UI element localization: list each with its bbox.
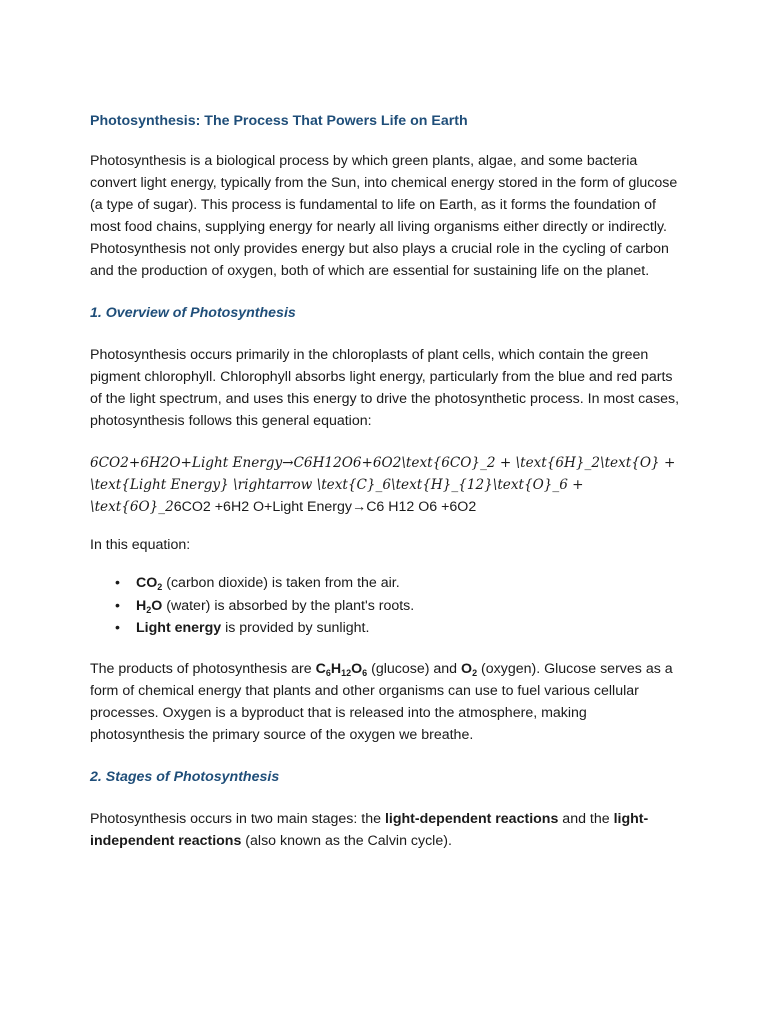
section-heading-overview: 1. Overview of Photosynthesis xyxy=(90,305,296,321)
glucose-formula: $C_6H_{12}O_6$ xyxy=(315,660,368,678)
products-paragraph: The products of photosynthesis are $C_6H_{12}O_6$ (glucose) and $O_2$ (oxygen). Glucose serves as a form of chemical energy that plants and other organisms can use to fuel various cellular processes. Oxygen is a byproduct that is released into the atmosphere, making photosynthesis the primary source of the oxygen we breathe. xyxy=(90,660,673,743)
h2o-term: $H_2O$ xyxy=(136,597,163,615)
stages-paragraph: Photosynthesis occurs in two main stages: the light-dependent reactions and the light-independent reactions (also known as the Calvin cycle). xyxy=(90,810,649,849)
photosynthesis-equation xyxy=(90,452,680,518)
oxygen-formula: $O_2$ xyxy=(461,660,478,678)
document-title: Photosynthesis: The Process That Powers Life on Earth xyxy=(90,113,468,129)
list-item: • $CO_2$ (carbon dioxide) is taken from the air. xyxy=(136,572,680,595)
list-item: • Light energy is provided by sunlight. xyxy=(136,617,680,640)
bullet-icon: • xyxy=(115,620,120,636)
equation-plain-text: 6CO2 +6H2 O+Light Energy→C6 H12 O6 +6O2 xyxy=(173,499,477,515)
equation-latex-text: 6CO2+6H2O+Light Energy→C6H12O6+6O2\text{6CO}_2 + \text{6H}_2\text{O} + \text{Light Energy} \rightarrow \text{C}_6\text{H}_{12}\text{O}_6 + \text{6O}_2 xyxy=(90,455,676,515)
bullet-icon: • xyxy=(115,597,120,614)
intro-paragraph: Photosynthesis is a biological process by which green plants, algae, and some bacteria convert light energy, typically from the Sun, into chemical energy stored in the form of glucose (a type of sugar). This process is fundamental to life on Earth, as it forms the foundation of most food chains, supplying energy for nearly all living organisms either directly or indirectly. Photosynthesis not only provides energy but also plays a crucial role in the cycling of carbon and the production of oxygen, both of which are essential for sustaining life on the planet. xyxy=(90,153,678,279)
light-energy-term: Light energy xyxy=(136,620,222,636)
list-item: • $H_2O$ (water) is absorbed by the plant's roots. xyxy=(136,595,680,618)
document-body xyxy=(90,110,680,872)
equation-bullet-list xyxy=(90,572,680,640)
overview-paragraph: Photosynthesis occurs primarily in the chloroplasts of plant cells, which contain the green pigment chlorophyll. Chlorophyll absorbs light energy, particularly from the blue and red parts of the light spectrum, and uses this energy to drive the photosynthetic process. In most cases, photosynthesis follows this general equation: xyxy=(90,347,680,429)
bullet-icon: • xyxy=(115,575,120,591)
co2-term: $CO_2$ xyxy=(136,575,163,592)
section-heading-stages: 2. Stages of Photosynthesis xyxy=(90,768,280,785)
in-this-equation-label: In this equation: xyxy=(90,537,191,553)
